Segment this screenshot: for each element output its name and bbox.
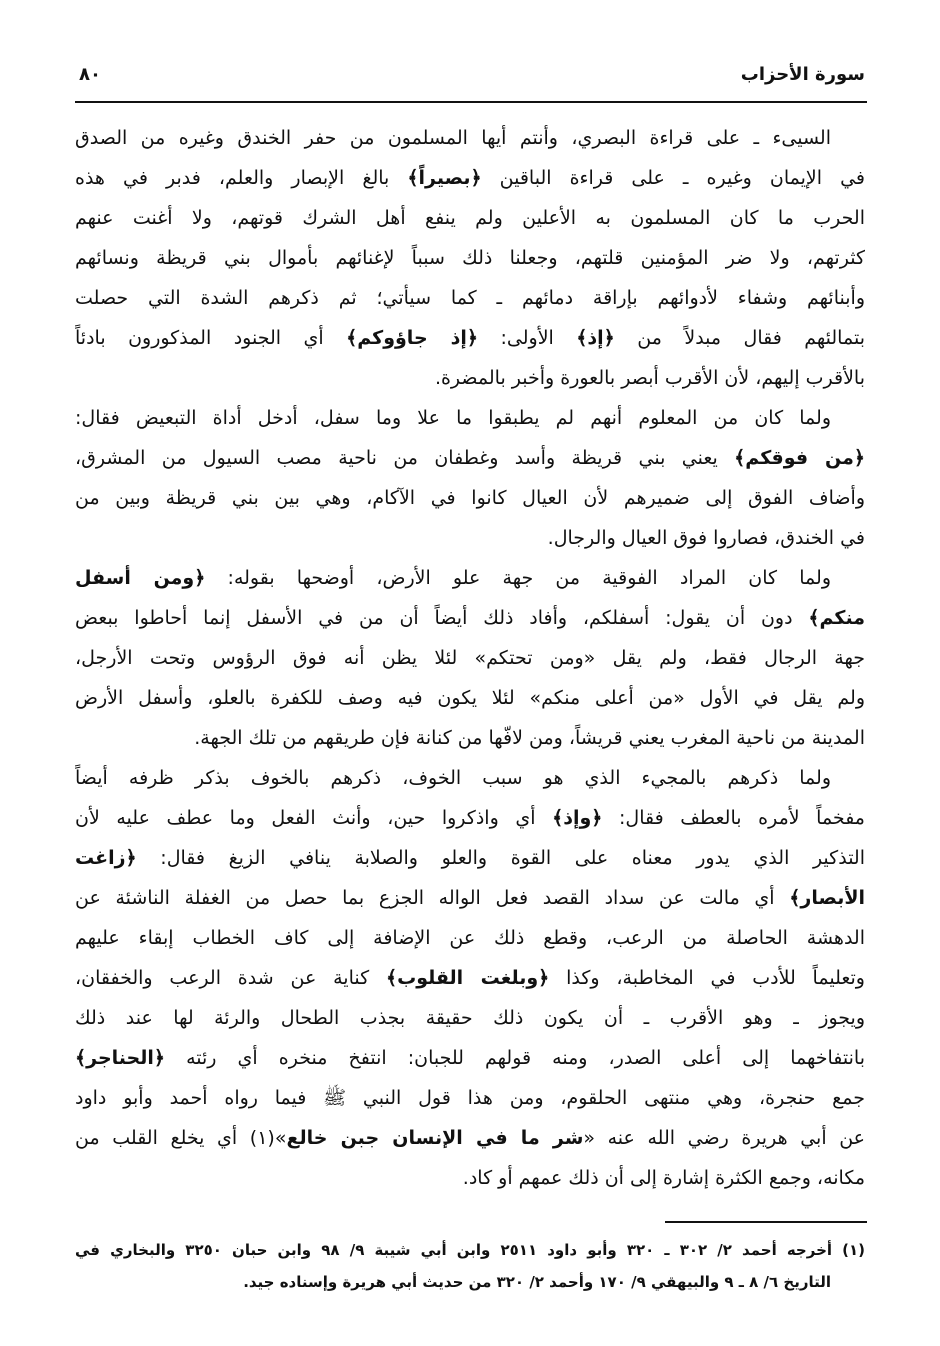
text-segment: المدينة من ناحية المغرب يعني قريشاً، ومن لافّها من كنانة فإن طريقهم من تلك الجهة. xyxy=(194,727,865,749)
text-segment: السيىء ـ على قراءة البصري، وأنتم أيها المسلمون من حفر الخندق وغيره من الصدق xyxy=(75,127,831,149)
quran-quote: شر ما في الإنسان جبن خالع xyxy=(286,1127,584,1149)
text-line xyxy=(75,158,865,198)
text-line xyxy=(75,518,865,558)
text-line xyxy=(75,998,865,1038)
text-segment: جمع حنجرة، وهي منتهى الحلقوم، ومن هذا قول النبي ﷺ فيما رواه أحمد وأبو داود xyxy=(75,1087,865,1109)
paragraph xyxy=(75,118,865,398)
text-segment: بتمالئهم فقال مبدلاً من xyxy=(614,327,865,349)
text-line xyxy=(75,758,865,798)
text-segment: الأولى: xyxy=(478,327,577,349)
text-line xyxy=(75,638,865,678)
quran-quote: ﴿بصيراً﴾ xyxy=(407,167,482,189)
text-segment: الدهشة الحاصلة من الرعب، وقطع ذلك عن الإضافة إلى كاف الخطاب إبقاء عليهم xyxy=(75,927,865,949)
text-line xyxy=(75,438,865,478)
text-line xyxy=(75,358,865,398)
quran-quote: ﴿زاغت xyxy=(75,847,137,869)
header-rule xyxy=(75,101,867,103)
text-line xyxy=(75,398,865,438)
paragraph xyxy=(75,558,865,758)
text-line xyxy=(75,718,865,758)
text-segment: التذكير الذي يدور معناه على القوة والعلو والصلابة ينافي الزيغ فقال: xyxy=(136,847,865,869)
text-line xyxy=(75,558,865,598)
text-line xyxy=(75,798,865,838)
text-line xyxy=(75,918,865,958)
text-segment: مفخماً لأمره بالعطف فقال: xyxy=(602,807,865,829)
text-line xyxy=(75,1078,865,1118)
main-text xyxy=(75,118,865,1198)
text-segment: كثرتهم، ولا ضر المؤمنين قلتهم، وجعلنا ذلك سبباً لإغنائهم بأموال بني قريظة ونسائهم xyxy=(75,247,865,269)
quran-quote: ﴿ومن أسفل xyxy=(75,567,206,589)
text-segment: أي الجنود المذكورون بادئاً xyxy=(75,327,347,349)
quran-quote: ﴿وإذ﴾ xyxy=(552,807,603,829)
text-segment: أي مالت عن سداد القصد فعل الواله الجزع بما حصل من الغفلة الناشئة عن xyxy=(75,887,790,909)
quran-quote: ﴿وبلغت القلوب﴾ xyxy=(385,967,550,989)
text-line xyxy=(75,1158,865,1198)
text-line xyxy=(75,878,865,918)
text-line xyxy=(75,118,865,158)
footnote-rule xyxy=(665,1221,867,1223)
text-segment: ولما كان المراد الفوقية من جهة علو الأرض، أوضحها بقوله: xyxy=(205,567,831,589)
text-line xyxy=(75,478,865,518)
page-number: ٨٠ xyxy=(79,64,101,85)
surah-title: سورة الأحزاب xyxy=(740,64,865,85)
text-line xyxy=(75,238,865,278)
text-segment: وأضاف الفوق إلى ضميرهم لأن العيال كانوا في الآكام، وهي بين بني قريظة وبين من xyxy=(75,487,865,509)
quran-quote: ﴿من فوقكم﴾ xyxy=(734,447,865,469)
text-segment: »(١) أي يخلع القلب من xyxy=(75,1127,287,1149)
quran-quote: ﴿إذ جاؤوكم﴾ xyxy=(346,327,479,349)
text-line xyxy=(75,278,865,318)
quran-quote: ﴿إذ﴾ xyxy=(576,327,615,349)
text-segment: بالغ الإبصار والعلم، فدبر في هذه xyxy=(75,167,408,189)
text-line xyxy=(75,838,865,878)
text-segment: ولم يقل في الأول «من أعلى منكم» لئلا يكون فيه وصف للكفرة بالعلو، وأسفل الأرض xyxy=(75,687,865,709)
quran-quote: الأبصار﴾ xyxy=(789,887,865,909)
text-segment: وأبنائهم وشفاء لأدوائهم بإراقة دمائهم ـ كما سيأتي؛ ثم ذكرهم الشدة التي حصلت xyxy=(75,287,865,309)
text-segment: وتعليماً للأدب في المخاطبة، وكذا xyxy=(549,967,865,989)
quran-quote: منكم﴾ xyxy=(808,607,865,629)
text-segment: يعني بني قريظة وأسد وغطفان من ناحية مصب السيول من المشرق، xyxy=(75,447,735,469)
text-segment: ويجوز ـ وهو الأقرب ـ أن يكون ذلك حقيقة بجذب الطحال والرئة لها عند ذلك xyxy=(75,1007,865,1029)
footnote-line: التاريخ ٦/ ٨ ـ ٩ والبيهقي ٩/ ١٧٠ وأحمد ٢/ ٣٢٠ من حديث أبي هريرة وإسناده جيد. xyxy=(243,1273,831,1291)
text-line xyxy=(75,958,865,998)
text-line xyxy=(75,1038,865,1078)
text-segment: الحرب ما كان المسلمون به الأعلين ولم ينفع أهل الشرك قوتهم، ولا أغنت عنهم xyxy=(75,207,865,229)
text-segment: مكانه، وجمع الكثرة إشارة إلى أن ذلك عمهم أو كاد. xyxy=(462,1167,865,1189)
text-line xyxy=(75,678,865,718)
text-segment: جهة الرجال فقط، ولم يقل «ومن تحتكم» لئلا يظن أنه فوق الرؤوس وتحت الأرجل، xyxy=(75,647,865,669)
text-segment: كناية عن شدة الرعب والخفقان، xyxy=(75,967,386,989)
text-segment: ولما ذكرهم بالمجيء الذي هو سبب الخوف، ذكرهم بالخوف بذكر ظرفه أيضاً xyxy=(75,767,831,789)
text-segment: في الإيمان وغيره ـ على قراءة الباقين xyxy=(481,167,865,189)
text-segment: في الخندق، فصاروا فوق العيال والرجال. xyxy=(547,527,865,549)
text-segment: بالأقرب إليهم، لأن الأقرب أبصر بالعورة وأخبر بالمضرة. xyxy=(434,367,865,389)
text-segment: بانتفاخهما إلى أعلى الصدر، ومنه قولهم للجبان: انتفخ منخره أي رئته xyxy=(165,1047,865,1069)
text-line xyxy=(75,598,865,638)
footnote-line: (١) أخرجه أحمد ٢/ ٣٠٢ ـ ٣٢٠ وأبو داود ٢٥١١ وابن أبي شيبة ٩/ ٩٨ وابن حبان ٣٢٥٠ والبخاري في xyxy=(75,1241,865,1259)
paragraph xyxy=(75,398,865,558)
text-segment: دون أن يقول: أسفلكم، وأفاد ذلك أيضاً أن من في الأسفل إنما أحاطوا ببعض xyxy=(75,607,809,629)
text-line xyxy=(75,1118,865,1158)
text-line xyxy=(75,318,865,358)
quran-quote: ﴿الحناجر﴾ xyxy=(75,1047,166,1069)
text-segment: ولما كان من المعلوم أنهم لم يطبقوا ما علا وما سفل، أدخل أداة التبعيض فقال: xyxy=(75,407,831,429)
text-line xyxy=(75,198,865,238)
text-segment: عن أبي هريرة رضي الله عنه « xyxy=(583,1127,865,1149)
footnotes xyxy=(75,1234,865,1298)
paragraph xyxy=(75,758,865,1198)
text-segment: أي واذكروا حين، وأنث الفعل وما عطف عليه لأن xyxy=(75,807,553,829)
running-header xyxy=(75,64,865,94)
